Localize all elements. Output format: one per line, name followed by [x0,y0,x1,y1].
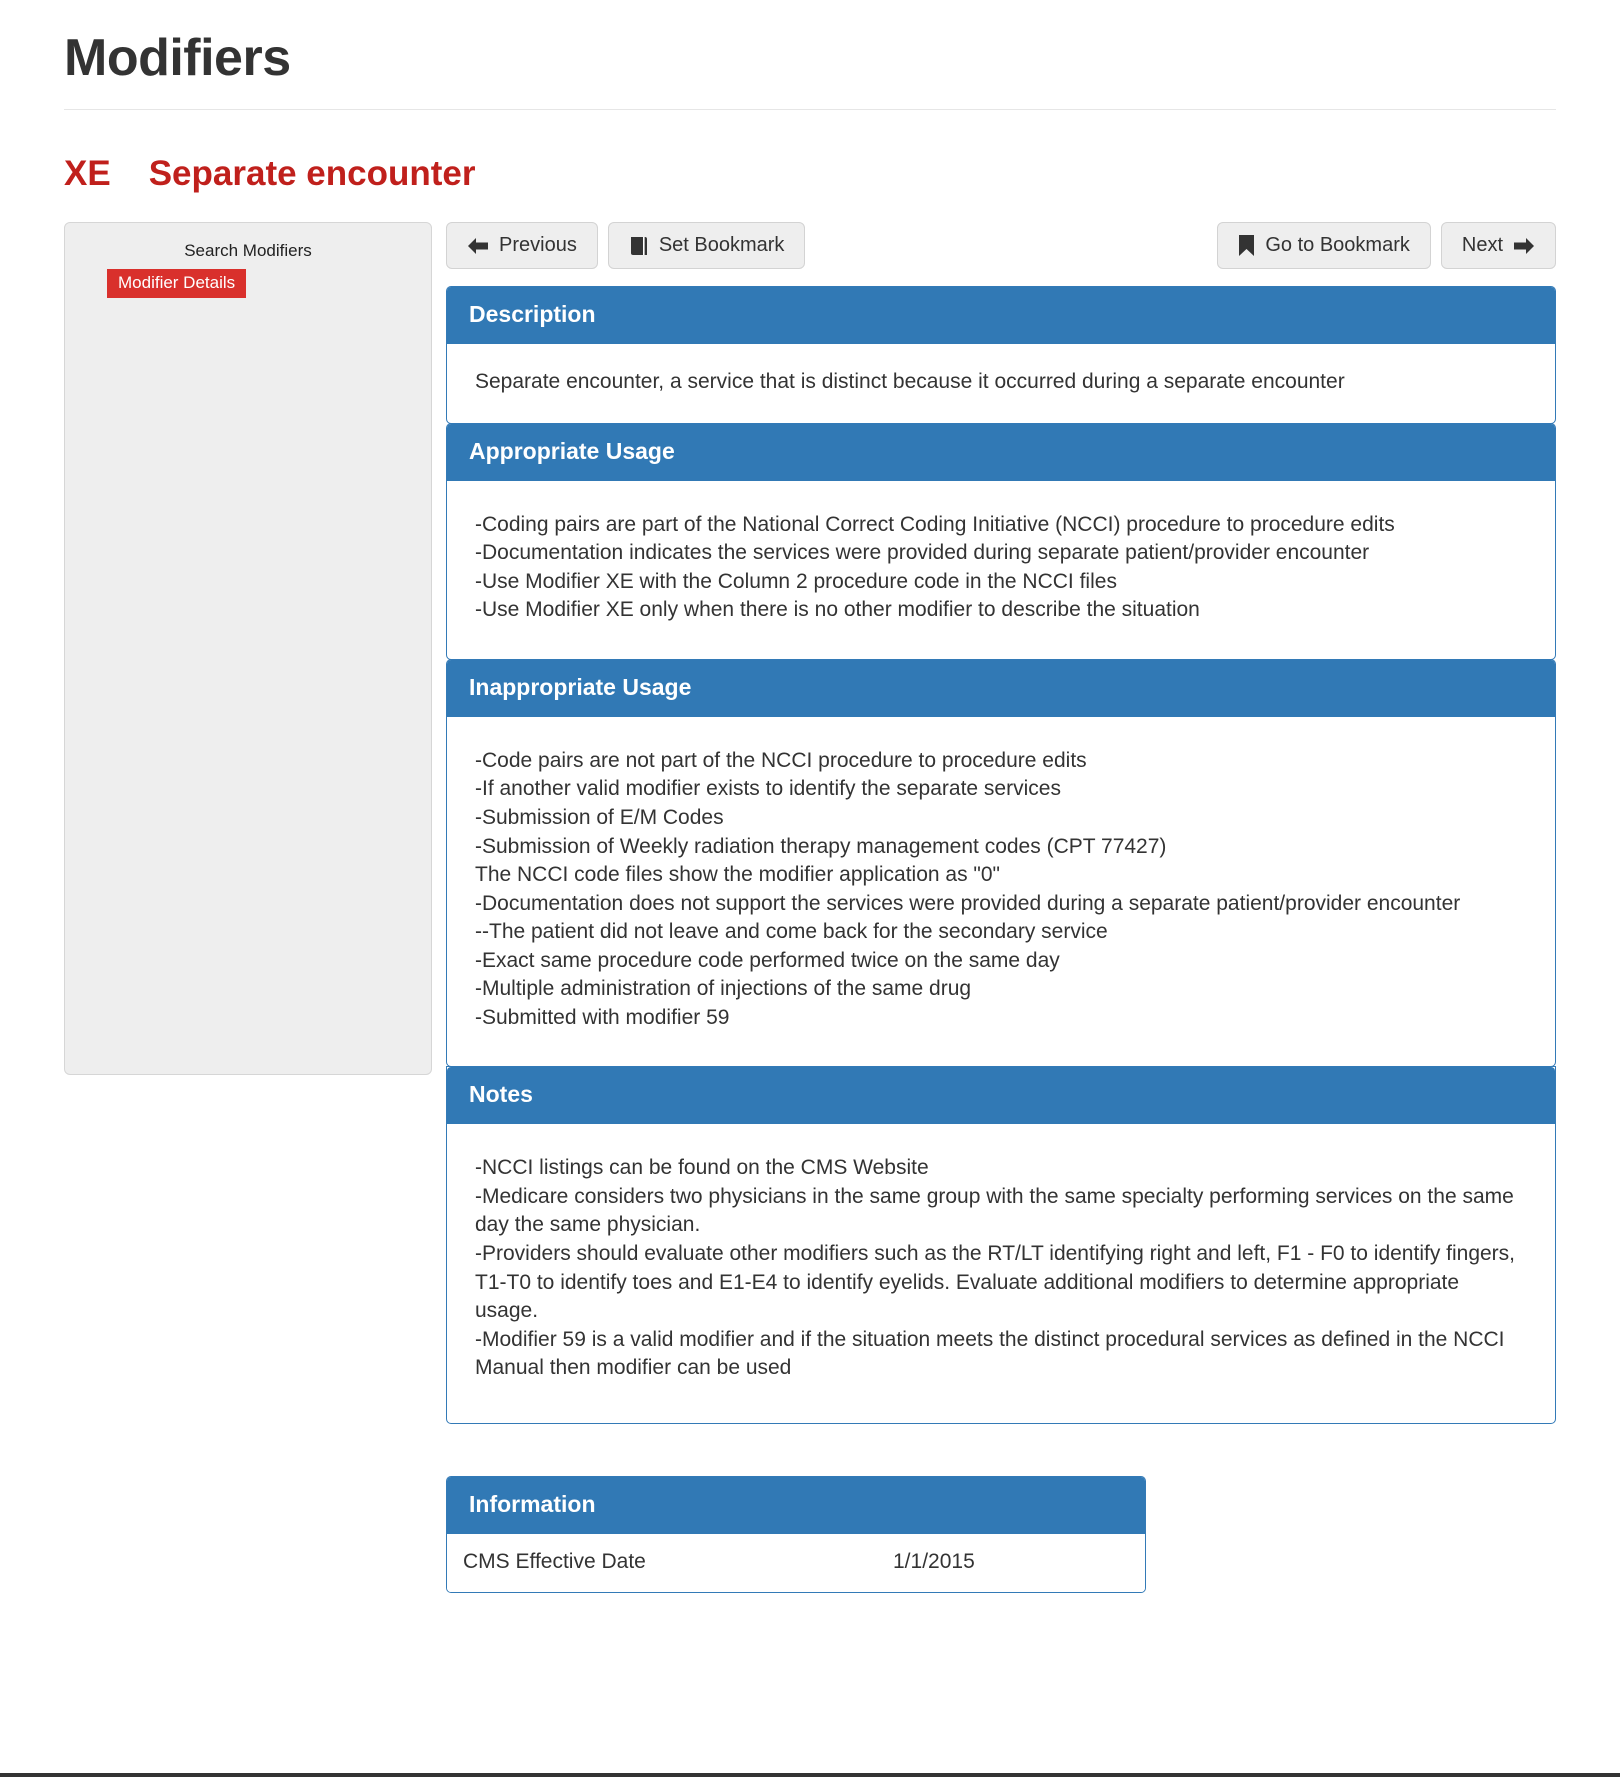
appropriate-usage-line: -Use Modifier XE only when there is no other modifier to describe the situation [475,598,1200,622]
panel-appropriate-usage [446,423,1556,660]
panel-information-title: Information [447,1477,1145,1534]
go-to-bookmark-button-label: Go to Bookmark [1265,234,1410,257]
panel-information [446,1476,1146,1593]
title-divider [64,109,1556,110]
go-to-bookmark-button[interactable] [1217,222,1431,269]
panel-appropriate-usage-title: Appropriate Usage [447,424,1555,481]
information-row [447,1534,1145,1592]
sidebar-badge-wrap [65,269,431,298]
panel-stack [446,286,1556,1424]
toolbar [446,222,1556,269]
arrow-left-icon [467,237,489,255]
previous-button[interactable] [446,222,598,269]
information-row-key: CMS Effective Date [463,1549,646,1573]
modifier-heading [64,154,1556,194]
inappropriate-usage-line: -Exact same procedure code performed twice on the same day [475,948,1060,972]
panel-notes [446,1066,1556,1423]
appropriate-usage-line: -Documentation indicates the services were provided during separate patient/provider encounter [475,541,1370,565]
panel-appropriate-usage-body [447,481,1555,659]
sidebar [64,222,432,1075]
notes-line: -NCCI listings can be found on the CMS Website [475,1156,929,1180]
set-bookmark-button[interactable] [608,222,806,269]
panel-inappropriate-usage-body [447,717,1555,1066]
panel-notes-body [447,1124,1555,1422]
information-row-value: 1/1/2015 [893,1549,975,1573]
notes-line: -Modifier 59 is a valid modifier and if the situation meets the distinct procedural services as defined in the NCCI Manual then modifier can be used [475,1327,1505,1380]
next-button-label: Next [1461,234,1503,257]
content-column [446,222,1556,1593]
description-line: Separate encounter, a service that is distinct because it occurred during a separate encounter [475,370,1345,394]
notes-line: -Providers should evaluate other modifiers such as the RT/LT identifying right and left, F1 - F0 to identify fingers, T1-T0 to identify toes and E1-E4 to identify eyelids. Evaluate additional modifiers to determine appropriate usage. [475,1242,1516,1323]
page-container [0,30,1620,1593]
panel-description-title: Description [447,287,1555,344]
inappropriate-usage-line: --The patient did not leave and come back for the secondary service [475,920,1108,944]
main-layout [64,222,1556,1593]
bookmark-icon [1238,235,1255,256]
modifier-name: Separate encounter [148,154,476,194]
inappropriate-usage-line: -Documentation does not support the services were provided during a separate patient/provider encounter [475,891,1461,915]
panel-notes-title: Notes [447,1067,1555,1124]
next-button[interactable] [1441,222,1556,269]
appropriate-usage-line: -Use Modifier XE with the Column 2 procedure code in the NCCI files [475,569,1117,593]
inappropriate-usage-line: -If another valid modifier exists to identify the separate services [475,777,1061,801]
panel-inappropriate-usage [446,659,1556,1067]
previous-button-label: Previous [499,234,577,257]
inappropriate-usage-line: -Code pairs are not part of the NCCI procedure to procedure edits [475,748,1087,772]
panel-inappropriate-usage-title: Inappropriate Usage [447,660,1555,717]
footer-bar [0,1773,1620,1784]
sidebar-search-label: Search Modifiers [184,241,312,261]
inappropriate-usage-line: -Submitted with modifier 59 [475,1005,730,1029]
set-bookmark-button-label: Set Bookmark [658,234,785,257]
modifier-code: XE [64,154,111,194]
inappropriate-usage-line: The NCCI code files show the modifier application as "0" [475,863,1000,887]
page-title: Modifiers [64,29,291,87]
inappropriate-usage-line: -Multiple administration of injections of the same drug [475,977,972,1001]
panel-description [446,286,1556,424]
inappropriate-usage-line: -Submission of Weekly radiation therapy management codes (CPT 77427) [475,834,1167,858]
notes-line: -Medicare considers two physicians in the same group with the same specialty performing services on the same day the same physician. [475,1184,1514,1237]
inappropriate-usage-line: -Submission of E/M Codes [475,806,724,830]
sidebar-item-modifier-details[interactable]: Modifier Details [107,269,246,298]
book-icon [629,236,649,256]
panel-description-body [447,344,1555,423]
arrow-right-icon [1513,237,1535,255]
appropriate-usage-line: -Coding pairs are part of the National Correct Coding Initiative (NCCI) procedure to procedure edits [475,512,1395,536]
